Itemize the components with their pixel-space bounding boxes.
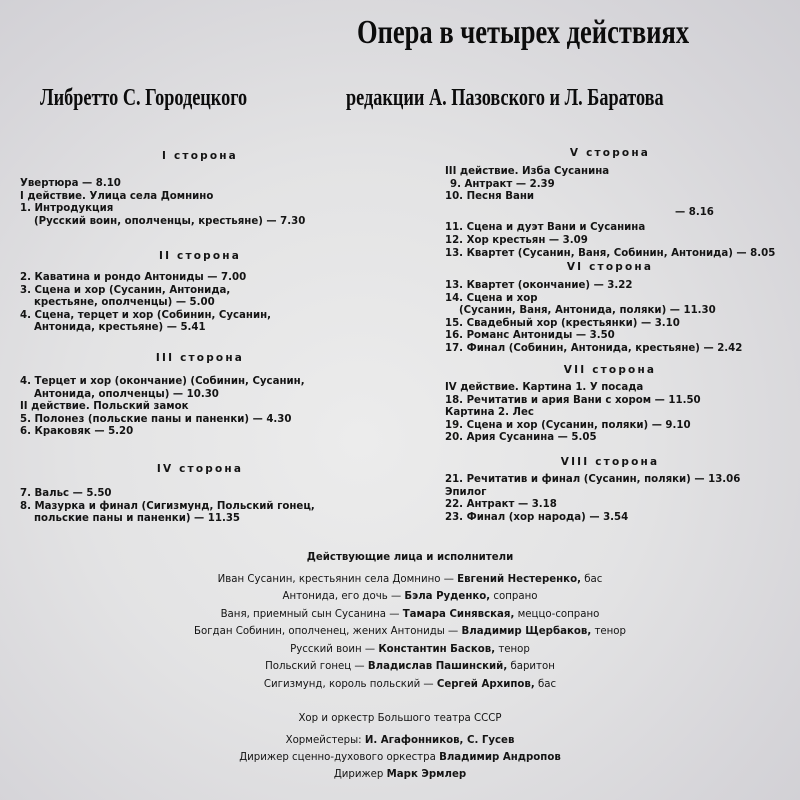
track-line: 3. Сцена и хор (Сусанин, Антонида, [20,284,231,296]
track-duration: — 8.16 [675,206,714,218]
edition-credit: редакции А. Пазовского и Л. Баратова [346,85,664,111]
cast-performer: Евгений Нестеренко, [457,573,581,585]
track-line: 14. Сцена и хор [445,292,538,304]
track-line: Антонида, ополченцы) — 10.30 [34,388,219,400]
cast-row [100,623,720,641]
side-8-tracklist [445,474,740,524]
track-line: 1. Интродукция [20,203,114,215]
track-line: 9. Антракт — 2.39 [450,178,555,190]
stage-conductor-label: Дирижер сценно-духового оркестра [239,752,440,763]
track-line: 2. Каватина и рондо Антониды — 7.00 [20,272,247,283]
cast-row [100,676,720,694]
track-line: польские паны и паненки) — 11.35 [34,513,240,525]
track-line: 7. Вальс — 5.50 [20,488,112,499]
side-6-tracklist [445,280,742,356]
libretto-credit: Либретто С. Городецкого [40,85,248,111]
cast-performer: Владислав Пашинский, [367,661,508,672]
track-line: 5. Полонез (польские паны и паненки) — 4.30 [20,413,292,425]
cast-heading: Действующие лица и исполнители [306,552,514,563]
conductor-credit [180,766,620,783]
cast-role: Польский гонец — [265,661,368,672]
track-line: 19. Сцена и хор (Сусанин, поляки) — 9.10 [445,419,691,431]
cast-role: Русский воин — [290,643,379,655]
track-line: 16. Романс Антониды — 3.50 [445,330,615,342]
cast-row [100,658,720,676]
track-line: 20. Ария Сусанина — 5.05 [445,432,597,444]
side-8-heading: VIII сторона [560,456,660,468]
side-4-heading: IV сторона [156,463,244,475]
chorus-masters-credit [180,732,620,749]
act-heading: I действие. Улица села Домнино [20,190,214,202]
conductor-label: Дирижер [333,769,387,780]
cast-role: Богдан Собинин, ополченец, жених Антониды — [193,626,462,637]
chorus-masters-label: Хормейстеры: [285,735,365,746]
cast-list [100,549,720,693]
track-line: Антонида, крестьяне) — 5.41 [34,322,206,334]
track-line: 18. Речитатив и ария Вани с хором — 11.50 [445,394,701,406]
credits [180,710,620,783]
cast-role: Иван Сусанин, крестьянин села Домнино — [217,573,458,585]
track-line: 8. Мазурка и финал (Сигизмунд, Польский гонец, [20,500,315,512]
side-4-tracklist [20,488,315,526]
scene-heading: Картина 2. Лес [445,407,534,419]
cast-voice: баритон [507,661,555,672]
side-2-tracklist [20,272,271,335]
cast-performer: Сергей Архипов, [436,678,535,690]
track-line: 4. Терцет и хор (окончание) (Собинин, Сусанин, [20,376,305,387]
cast-voice: меццо-сопрано [514,608,600,620]
cast-performer: Бэла Руденко, [404,591,491,602]
track-line: 12. Хор крестьян — 3.09 [445,234,588,246]
side-6-heading: VI сторона [566,261,654,273]
track-line: 15. Свадебный хор (крестьянки) — 3.10 [445,317,680,329]
side-1-tracklist [20,178,305,228]
side-7-heading: VII сторона [563,364,657,376]
stage-conductor-credit [180,749,620,766]
track-line: Увертюра — 8.10 [20,178,121,189]
track-line: 4. Сцена, терцет и хор (Собинин, Сусанин, [20,309,272,321]
track-line: 10. Песня Вани [445,191,535,203]
stage-conductor-name: Владимир Андропов [439,752,561,763]
chorus-masters-names: И. Агафонников, С. Гусев [364,735,515,746]
ensemble-credit: Хор и оркестр Большого театра СССР [298,713,502,724]
cast-role: Ваня, приемный сын Сусанина — [220,608,403,620]
track-line: (Сусанин, Ваня, Антонида, поляки) — 11.30 [459,305,716,317]
track-line: 13. Квартет (окончание) — 3.22 [445,280,633,291]
cast-performer: Тамара Синявская, [402,608,515,620]
conductor-name: Марк Эрмлер [386,769,467,780]
act-heading: IV действие. Картина 1. У посада [445,382,644,393]
side-5-tracklist [445,166,775,260]
side-3-tracklist [20,376,305,439]
side-1-heading: I сторона [162,150,238,162]
cast-row [100,588,720,606]
cast-performer: Константин Басков, [378,643,496,655]
cast-voice: тенор [495,643,530,655]
track-line: крестьяне, ополченцы) — 5.00 [34,297,215,309]
side-5-heading: V сторона [569,147,651,159]
track-line: 21. Речитатив и финал (Сусанин, поляки) — 13.06 [445,474,741,485]
cast-voice: бас [580,573,603,585]
cast-voice: бас [534,678,557,690]
scene-heading: Эпилог [445,486,487,498]
act-heading: III действие. Изба Сусанина [445,166,610,177]
cast-row [100,571,720,589]
side-3-heading: III сторона [155,352,245,364]
track-line: 17. Финал (Собинин, Антонида, крестьяне) — 2.42 [445,342,743,354]
track-line: 23. Финал (хор народа) — 3.54 [445,511,629,523]
cast-row [100,641,720,659]
track-line: 22. Антракт — 3.18 [445,499,557,511]
track-line: (Русский воин, ополченцы, крестьяне) — 7.30 [34,215,306,227]
cast-voice: сопрано [490,591,538,602]
track-line: 6. Краковяк — 5.20 [20,426,134,438]
track-line: 13. Квартет (Сусанин, Ваня, Собинин, Антонида) — 8.05 [445,247,776,259]
cast-voice: тенор [591,626,627,637]
page-title: Опера в четырех действиях [357,14,690,51]
side-2-heading: II сторона [158,250,242,262]
track-line: 11. Сцена и дуэт Вани и Сусанина [445,222,646,234]
cast-role: Антонида, его дочь — [282,591,405,602]
cast-row [100,606,720,624]
act-heading: II действие. Польский замок [20,401,189,413]
cast-performer: Владимир Щербаков, [461,626,592,637]
cast-role: Сигизмунд, король польский — [263,678,437,690]
side-7-tracklist [445,382,701,445]
